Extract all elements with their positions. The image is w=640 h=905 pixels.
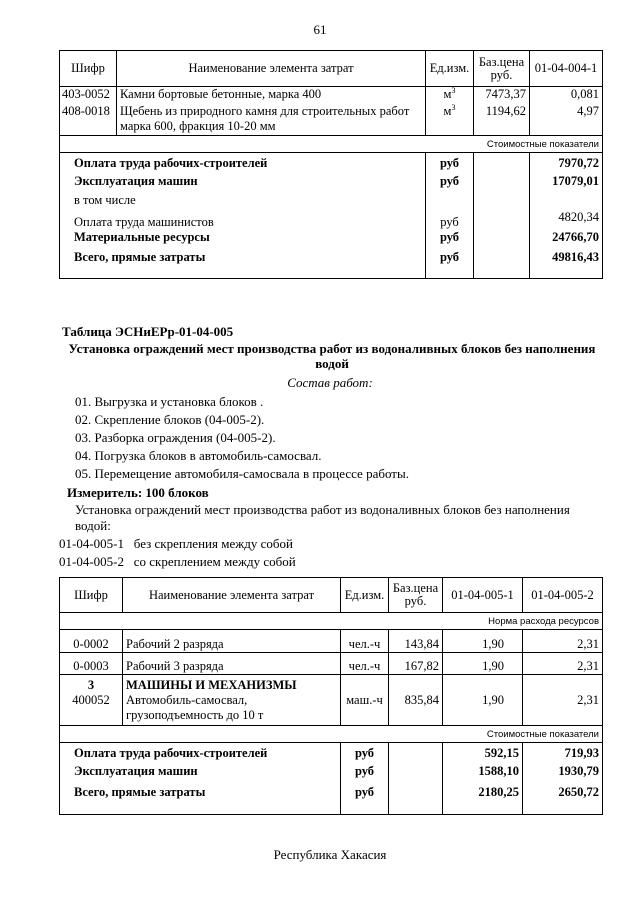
cost-row: Эксплуатация машин руб 1588,10 1930,79 [60, 764, 603, 785]
step: 03. Разборка ограждения (04-005-2). [75, 430, 276, 445]
description: Установка ограждений мест производства работ из водоналивных блоков без наполнения водой: [75, 502, 570, 533]
section-label: Стоимостные показатели [60, 136, 603, 153]
composition-title: Состав работ: [287, 375, 373, 390]
table-row: 0-0003 Рабочий 3 разряда чел.-ч 167,82 1,90 2,31 [60, 653, 603, 675]
header-code: Шифр [60, 51, 117, 87]
page-number: 61 [313, 22, 327, 37]
table-row: 408-0018 Щебень из природного камня для строительных работ марка 600, фракция 10-20 мм $м^3$ 1194,62 4,97 [60, 104, 603, 136]
group-row: 3 МАШИНЫ И МЕХАНИЗМЫ [60, 675, 603, 693]
header-price: Баз.цена руб. [474, 51, 530, 87]
cost-row: Оплата труда рабочих-строителей руб 592,15 719,93 [60, 743, 603, 764]
step: 01. Выгрузка и установка блоков . [75, 394, 264, 409]
table-row: 400052 Автомобиль-самосвал, грузоподъемность до 10 т маш.-ч 835,84 1,90 2,31 [60, 693, 603, 726]
variant-1: 01-04-005-1 без скрепления между собой [59, 536, 293, 551]
header-col: 01-04-004-1 [530, 51, 603, 87]
header-code: Шифр [60, 578, 123, 613]
step: 04. Погрузка блоков в автомобиль-самосвал. [75, 448, 322, 463]
cost-row: Материальные ресурсы руб 24766,70 [60, 230, 603, 250]
cost-row: Эксплуатация машин руб 17079,01 [60, 174, 603, 193]
cost-row: Оплата труда рабочих-строителей руб 7970,72 [60, 153, 603, 174]
header-name: Наименование элемента затрат [123, 578, 341, 613]
cost-row: Оплата труда машинистов руб 4820,34 [60, 210, 603, 230]
cost-row: Всего, прямые затраты руб 2180,25 2650,72 [60, 785, 603, 815]
footer-region: Республика Хакасия [273, 847, 387, 862]
table-row: 0-0002 Рабочий 2 разряда чел.-ч 143,84 1,90 2,31 [60, 630, 603, 653]
step: 05. Перемещение автомобиля-самосвала в процессе работы. [75, 466, 409, 481]
resources-table-2 [59, 577, 603, 815]
section-label: Стоимостные показатели [60, 726, 603, 743]
meter: Измеритель: 100 блоков [67, 485, 209, 500]
table-title: Таблица ЭСНиЕРр-01-04-005 [62, 324, 234, 339]
header-name: Наименование элемента затрат [117, 51, 426, 87]
step: 02. Скрепление блоков (04-005-2). [75, 412, 265, 427]
cost-row: в том числе [60, 193, 603, 210]
table-row: 403-0052 Камни бортовые бетонные, марка 400 $м^3$ 7473,37 0,081 [60, 87, 603, 104]
resources-table-1 [59, 50, 603, 279]
section-heading: Установка ограждений мест производства работ из водоналивных блоков без наполнения водой [68, 341, 596, 371]
header-col1: 01-04-005-1 [443, 578, 523, 613]
variant-2: 01-04-005-2 со скреплением между собой [59, 554, 296, 569]
header-col2: 01-04-005-2 [523, 578, 603, 613]
header-price: Баз.цена руб. [389, 578, 443, 613]
header-unit: Ед.изм. [341, 578, 389, 613]
cost-row: Всего, прямые затраты руб 49816,43 [60, 250, 603, 279]
norm-label: Норма расхода ресурсов [488, 615, 599, 627]
header-unit: Ед.изм. [426, 51, 474, 87]
